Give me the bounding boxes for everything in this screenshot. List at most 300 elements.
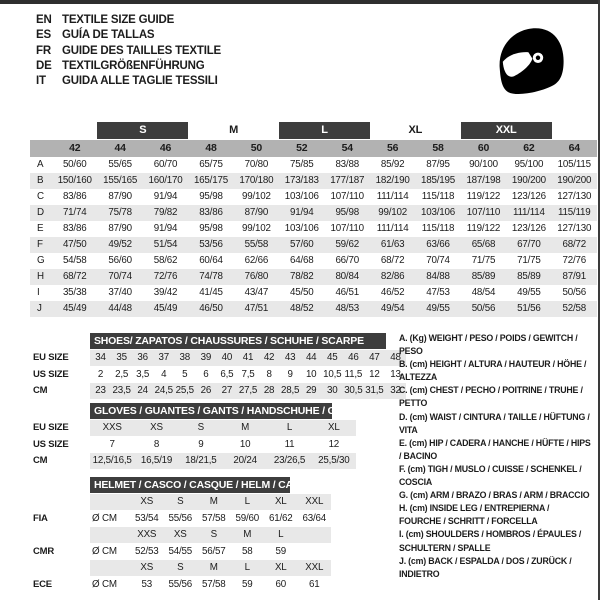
table-cell: 41/45 [199,287,223,298]
size-header-row [30,140,597,157]
table-cell: 68/72 [380,255,405,266]
legend-item: B. (cm) HEIGHT / ALTURA / HAUTEUR / HÖHE / ALTEZZA [399,359,587,383]
table-cell: 64/68 [290,255,314,266]
table-cell: 72/76 [153,271,178,282]
helmet-values [90,544,331,560]
table-cell: 173/183 [284,175,319,186]
table-cell: 57/58 [201,512,226,524]
table-cell: 10,5 [323,368,342,380]
size-header-cell: 54 [341,142,353,154]
table-cell: 54/58 [62,255,87,266]
racing-helmet-icon [486,16,566,106]
helmet-row [33,560,331,576]
table-cell: 74/78 [199,271,223,282]
shoes-section-title: SHOES/ ZAPATOS / CHAUSSURES / SCHUHE / SCARPE [90,333,386,349]
size-header-cell: 48 [205,142,217,154]
table-cell: 57/60 [290,239,314,250]
table-cell: 35 [116,352,127,363]
table-cell: S [197,422,204,433]
table-cell: 65/75 [199,159,223,170]
table-cell: 49/55 [517,287,541,298]
table-cell: 107/110 [330,191,364,202]
size-header-cell: 56 [386,142,399,154]
language-code: FR [36,44,51,57]
table-cell: 170/180 [239,175,274,186]
textile-size-table [30,122,597,317]
table-cell: Ø CM [92,545,117,557]
table-cell: 111/114 [376,191,409,202]
table-cell: 165/175 [193,175,228,186]
table-cell: 7,5 [241,368,255,380]
table-cell: 75/85 [290,159,314,170]
table-cell: 115/119 [558,207,591,218]
table-cell: 78/82 [290,271,314,282]
legend-item: J. (cm) BACK / ESPALDA / DOS / ZURÜCK / INDIETRO [399,555,572,579]
table-cell: 48 [390,352,401,363]
table-cell: M [243,529,252,540]
table-cell: 43 [284,352,296,363]
language-code: IT [36,75,46,88]
table-cell [90,494,130,510]
row-letter: J [37,303,42,314]
table-cell: 45/49 [153,303,178,314]
legend-item: C. (cm) CHEST / PECHO / POITRINE / TRUHE / PETTO [399,385,583,409]
table-cell: 12 [369,368,380,380]
row-label: CM [33,385,48,396]
table-cell: 71/75 [471,255,496,266]
table-cell: 111/114 [376,223,409,234]
helmet-row [33,511,331,527]
table-cell: 46/52 [380,287,405,298]
table-cell: 150/160 [57,175,92,186]
table-cell: 63/66 [426,239,450,250]
table-cell: 155/165 [103,175,138,186]
language-title: TEXTILGRÖßENFÜHRUNG [62,59,205,72]
size-header-cell: 60 [477,142,490,154]
table-cell: M [209,496,218,507]
row-label: CM [33,455,48,466]
row-label: ECE [33,578,52,590]
table-cell: 29 [305,385,317,396]
table-cell: 70/74 [108,271,132,282]
table-cell: 51/54 [153,239,178,250]
table-cell: 95/98 [199,223,223,234]
table-cell: 50/60 [62,159,87,170]
table-cell: 46/50 [199,303,223,314]
table-cell: 39 [200,352,212,363]
table-cell: 42 [263,352,275,363]
table-cell: XXL [305,562,324,573]
helmet-values [90,494,331,510]
language-title: GUIDE DES TAILLES TEXTILE [62,44,221,57]
row-letter: D [37,207,44,218]
table-cell: 66/70 [335,255,359,266]
main-table-body [30,157,597,317]
table-cell: 13 [390,368,401,380]
table-cell: 85/89 [517,271,541,282]
table-row [30,173,597,189]
table-cell: 123/126 [511,223,546,234]
table-cell: 57/58 [201,578,226,590]
helmet-section [33,477,331,593]
table-cell: 2 [97,368,104,380]
table-cell: 60/64 [199,255,223,266]
table-cell: 62/66 [244,255,269,266]
size-header-cell: 52 [296,142,308,154]
legend-item: A. (Kg) WEIGHT / PESO / POIDS / GEWITCH / PESO [399,333,578,357]
table-cell: 36 [137,352,148,363]
table-cell: 23 [95,385,106,396]
table-cell: 38 [179,352,191,363]
row-label: US SIZE [33,368,69,380]
row-letter: B [37,175,44,186]
table-cell: 5 [182,368,188,380]
table-cell: S [210,529,217,540]
table-cell: 37 [158,352,169,363]
table-cell: 84/88 [426,271,450,282]
table-cell [298,527,332,543]
gloves-section-title: GLOVES / GUANTES / GANTS / HANDSCHUHE / GUANTI [90,403,332,419]
table-cell: 83/86 [62,223,87,234]
table-cell: L [244,562,250,573]
gloves-row [33,420,356,436]
language-code: ES [36,29,51,42]
table-row [30,221,597,237]
language-code: DE [36,59,52,72]
row-label [33,494,90,510]
table-cell: 79/82 [153,207,178,218]
language-code: EN [36,14,52,26]
language-row [36,44,221,59]
row-letter: A [37,159,44,170]
table-cell: 23/26,5 [273,455,306,466]
shoes-row [33,383,406,399]
table-cell: 4 [161,368,167,380]
table-cell: L [286,422,293,433]
table-cell: 6 [203,368,209,380]
table-cell: 59 [275,545,286,557]
table-cell: 47/53 [426,287,450,298]
table-cell: XXS [137,529,157,540]
table-row [30,269,597,285]
row-label [33,560,90,576]
table-cell: 39/42 [153,287,178,298]
table-cell: 82/86 [380,271,405,282]
table-cell: 91/94 [290,207,314,218]
shoes-values [90,367,406,383]
legend-item: H. (cm) INSIDE LEG / ENTREPIERNA / FOURCHE / SCHRITT / FORCELLA [399,503,550,527]
table-cell: 83/86 [199,207,223,218]
helmet-values [90,511,331,527]
table-cell: XL [328,422,340,433]
table-cell: 119/122 [466,223,501,234]
language-row [36,28,221,43]
table-cell: 70/80 [244,159,269,170]
size-header-cell: 44 [114,142,126,154]
gloves-table-body [33,420,356,469]
table-cell: 107/110 [330,223,364,234]
shoes-values [90,350,406,366]
table-cell: 18/21,5 [185,455,217,466]
table-cell: 91/94 [153,223,178,234]
gloves-values [90,437,356,453]
table-row [30,253,597,269]
table-cell: 87/90 [108,223,132,234]
size-header-cell: 64 [568,142,580,154]
table-cell: 105/115 [557,159,591,170]
table-cell: 68/72 [62,271,87,282]
table-cell: 11 [284,438,295,450]
table-cell: 30 [327,385,338,396]
table-cell: 103/106 [284,223,319,234]
table-row [30,285,597,301]
table-cell: 8 [153,438,160,450]
table-cell: 187/198 [466,175,501,186]
top-border [0,0,600,4]
helmet-row [33,527,331,543]
table-cell: 12,5/16,5 [92,455,132,466]
table-cell: S [177,496,184,507]
table-cell: 55/65 [108,159,132,170]
table-cell: 48/52 [290,303,314,314]
gloves-section [33,403,367,469]
table-cell: 55/56 [168,512,193,524]
table-cell: 75/78 [108,207,132,218]
table-cell: 53 [141,578,152,590]
table-cell: 46/51 [335,287,359,298]
table-cell: 61/63 [380,239,405,250]
table-cell: 41 [242,352,254,363]
table-cell: 28 [263,385,275,396]
measurement-legend [399,332,591,581]
table-cell: 48/53 [335,303,359,314]
row-letter: G [37,255,45,266]
size-group-m: M [229,124,239,136]
shoes-row [33,367,406,383]
table-cell: 61/62 [268,512,293,524]
size-group-xxl: XXL [461,122,552,139]
table-cell: 71/74 [62,207,87,218]
table-cell: 80/84 [335,271,359,282]
table-row [30,237,597,253]
table-cell: 50/56 [471,303,496,314]
table-cell: 3,5 [136,368,150,380]
table-cell: 40 [221,352,233,363]
table-cell: 115/118 [421,191,455,202]
table-cell: 48/54 [471,287,496,298]
row-letter: F [37,239,43,250]
table-cell: XS [140,496,154,507]
table-cell: 87/90 [108,191,132,202]
size-group-s: S [97,122,188,139]
table-cell: 55/58 [244,239,269,250]
size-header-cell: 50 [250,142,262,154]
gloves-values [90,420,356,436]
table-cell: 11,5 [344,368,363,380]
helmet-section-title: HELMET / CASCO / CASQUE / HELM / CASCO [90,477,290,493]
row-label: FIA [33,512,48,524]
helmet-values [90,560,331,576]
table-cell: 25,5/30 [318,455,350,466]
table-cell: 85/92 [380,159,405,170]
row-letter: C [37,191,44,202]
table-cell: 10 [239,438,251,450]
table-cell [298,544,332,560]
table-cell: 56/60 [108,255,132,266]
table-cell: 24 [137,385,148,396]
table-cell: 26 [200,385,212,396]
table-cell: XXS [102,422,122,433]
table-cell: 53/54 [134,512,159,524]
table-cell: 71/75 [517,255,541,266]
table-cell: 9 [287,368,293,380]
table-row [30,205,597,221]
table-cell: 99/102 [241,223,271,234]
table-cell: 177/187 [330,175,365,186]
table-cell: 63/64 [302,512,327,524]
language-row [36,13,221,28]
table-cell: 115/118 [421,223,455,234]
table-cell: 31,5 [365,385,384,396]
table-cell: 49/54 [380,303,405,314]
table-cell: 58/62 [153,255,178,266]
table-row [30,157,597,173]
table-cell: 182/190 [375,175,410,186]
table-cell: 47 [369,352,380,363]
language-title: GUIDA ALLE TAGLIE TESSILI [62,75,218,88]
legend-item: E. (cm) HIP / CADERA / HANCHE / HÜFTE / HIPS / BACINO [399,437,591,461]
table-cell: 160/170 [148,175,183,186]
table-cell: 52/53 [134,545,159,557]
table-cell: 2,5 [115,368,129,380]
table-cell: 54/55 [168,545,193,557]
table-cell: 52/58 [562,303,587,314]
table-cell: 44/48 [108,303,132,314]
table-cell: 95/98 [335,207,359,218]
table-cell: 37/40 [108,287,132,298]
row-letter: H [37,271,44,282]
row-letter: E [37,223,44,234]
table-cell: 55/56 [168,578,193,590]
table-cell: 47/51 [244,303,269,314]
table-cell: 32 [390,385,401,396]
legend-item: F. (cm) TIGH / MUSLO / CUISSE / SCHENKEL / COSCIA [399,463,582,488]
gloves-row [33,437,356,453]
table-cell: 25,5 [175,385,194,396]
table-cell: M [209,562,218,573]
row-letter: I [37,287,40,298]
language-title: TEXTILE SIZE GUIDE [62,14,175,26]
table-cell: 58 [242,545,253,557]
table-cell: 190/200 [511,175,546,186]
language-row [36,59,221,74]
table-cell: 9 [198,438,204,450]
table-cell: 7 [109,438,115,450]
table-cell: 65/68 [471,239,496,250]
helmet-values [90,527,331,543]
table-cell: 43/47 [244,287,269,298]
table-cell: 59 [242,578,253,590]
table-cell: 6,5 [220,368,234,380]
gloves-row [33,453,356,469]
table-cell: 53/56 [199,239,223,250]
table-cell: XS [173,529,187,540]
table-cell: 10 [305,368,317,380]
table-cell: 76/80 [244,271,269,282]
table-cell: 44 [305,352,317,363]
table-cell: 60 [275,578,286,590]
size-group-xl: XL [408,124,423,136]
table-cell: 83/86 [62,191,87,202]
table-cell: 103/106 [421,207,456,218]
table-cell: 61 [309,578,320,590]
table-cell: XS [150,422,163,433]
table-cell: M [241,422,250,433]
table-cell: 99/102 [378,207,407,218]
size-header-cell: 46 [159,142,172,154]
table-cell: 35/38 [62,287,87,298]
table-cell [90,527,130,543]
table-row [30,189,597,205]
size-header-cell: 42 [69,142,81,154]
table-cell: XXL [305,496,324,507]
row-label: US SIZE [33,438,69,450]
shoes-row [33,350,406,366]
size-group-row [30,122,597,139]
table-cell: 85/89 [471,271,496,282]
table-cell: 111/114 [512,207,545,218]
table-cell: 72/76 [562,255,587,266]
row-label: EU SIZE [33,352,69,363]
table-cell: 46 [348,352,359,363]
table-cell: 87/90 [244,207,269,218]
table-cell: 68/72 [562,239,587,250]
table-cell: 45 [327,352,338,363]
table-cell: 119/122 [466,191,501,202]
table-cell: 27 [221,385,233,396]
table-cell: 185/195 [421,175,456,186]
legend-item: G. (cm) ARM / BRAZO / BRAS / ARM / BRACCIO [399,490,590,501]
table-cell: 70/74 [426,255,450,266]
table-cell: 45/49 [62,303,87,314]
table-cell: 28,5 [280,385,300,396]
table-cell: 59/60 [235,512,260,524]
table-row [30,301,597,317]
table-cell: 30,5 [344,385,363,396]
row-label: EU SIZE [33,422,69,433]
language-row [36,74,221,89]
table-cell: 95/100 [514,159,544,170]
table-cell: 49/55 [426,303,450,314]
table-cell [90,560,130,576]
row-label: CMR [33,545,55,557]
table-cell: XS [140,562,154,573]
table-cell: 99/102 [241,191,271,202]
table-cell: XL [274,562,287,573]
helmet-values [90,577,331,593]
table-cell: 87/95 [426,159,450,170]
gloves-values [90,453,356,469]
table-cell: 91/94 [153,191,178,202]
table-cell: 127/130 [557,191,592,202]
size-header-cell: 62 [523,142,535,154]
table-cell: 90/100 [469,159,498,170]
table-cell: 50/56 [562,287,587,298]
table-cell: 47/50 [62,239,87,250]
shoes-table-body [33,350,406,399]
helmet-row [33,544,331,560]
shoes-values [90,383,406,399]
